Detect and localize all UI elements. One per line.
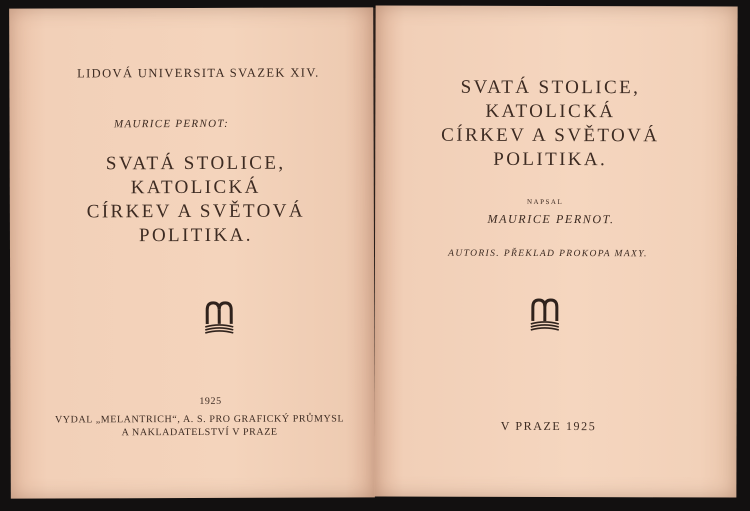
title-line: KATOLICKÁ <box>485 100 616 123</box>
book-title <box>363 75 737 172</box>
series-title: LIDOVÁ UNIVERSITA SVAZEK XIV. <box>77 65 320 81</box>
title-line: CÍRKEV A SVĚTOVÁ <box>86 200 306 223</box>
title-line: POLITIKA. <box>493 148 608 171</box>
title-line: KATOLICKÁ <box>130 176 261 199</box>
left-page <box>9 7 375 498</box>
book-title <box>18 151 374 248</box>
melantrich-m-logo-icon <box>204 299 234 335</box>
written-by-label: NAPSAL <box>526 197 564 207</box>
title-line: SVATÁ STOLICE, <box>460 76 641 99</box>
publisher-line: A NAKLADATELSTVÍ V PRAZE <box>121 426 278 439</box>
melantrich-m-logo-icon <box>530 296 560 332</box>
author-name: MAURICE PERNOT: <box>113 117 230 131</box>
author-name: MAURICE PERNOT. <box>487 211 615 227</box>
title-line: SVATÁ STOLICE, <box>105 152 286 175</box>
publisher-line: VYDAL „MELANTRICH“, A. S. PRO GRAFICKÝ PRŮMYSL <box>54 413 345 426</box>
publication-year: 1925 <box>199 395 222 407</box>
title-line: POLITIKA. <box>138 224 253 247</box>
place-and-year: V PRAZE 1925 <box>500 418 597 434</box>
title-line: CÍRKEV A SVĚTOVÁ <box>441 124 660 147</box>
right-page <box>374 6 737 498</box>
translation-credit: AUTORIS. PŘEKLAD PROKOPA MAXY. <box>448 248 648 260</box>
